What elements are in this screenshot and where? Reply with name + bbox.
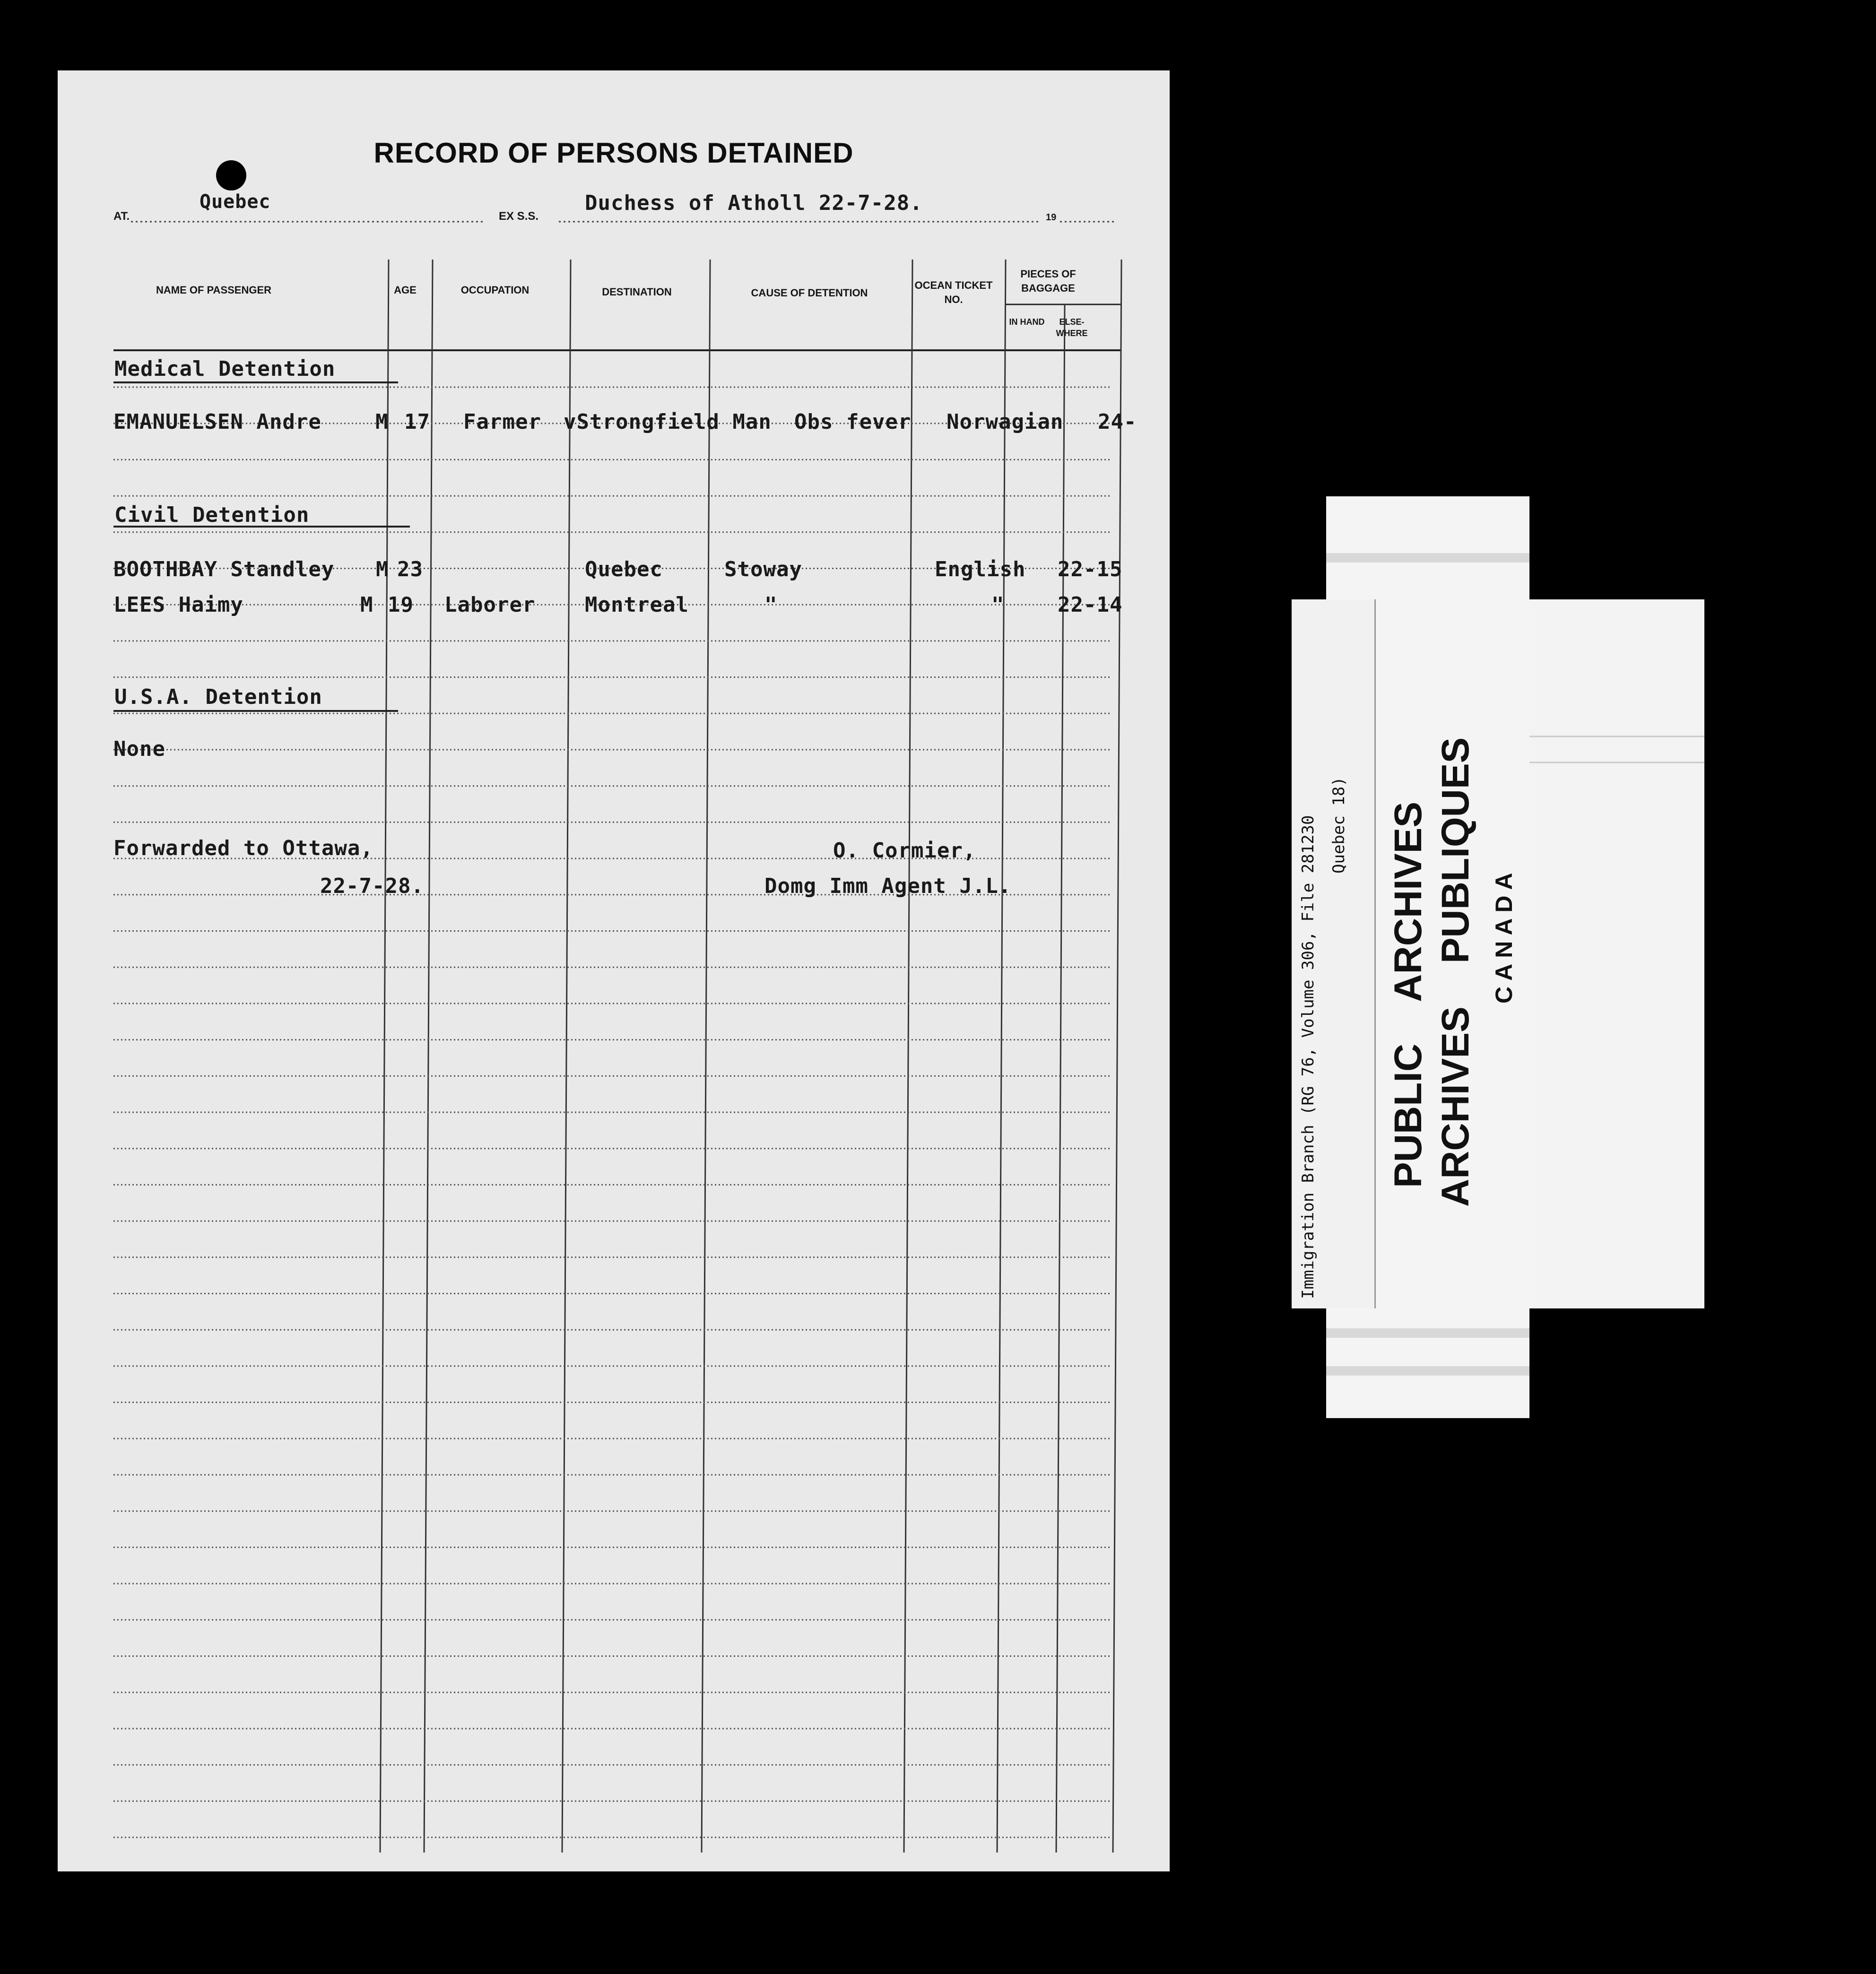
usa-detention-value: None (113, 737, 165, 761)
civil-row-2-name: LEES Haimy (113, 593, 243, 617)
col-elsewhere-header: ELSE- WHERE (1056, 317, 1088, 338)
column-rule (380, 260, 389, 1853)
at-label: AT. (113, 210, 130, 223)
medical-row-sex: M (375, 410, 389, 434)
archive-archives-publiques: ARCHIVES PUBLIQUES (1434, 737, 1477, 1207)
record-form-sheet (58, 70, 1170, 1871)
column-rule (424, 260, 433, 1853)
civil-row-1-baggage: 22-15 (1058, 557, 1123, 581)
civil-row-1-cause: Stoway (724, 557, 802, 581)
archive-public-archives: PUBLIC ARCHIVES (1387, 801, 1430, 1188)
forwarded-note: Forwarded to Ottawa, (113, 836, 373, 860)
col-baggage-header: PIECES OF BAGGAGE (1020, 268, 1076, 294)
column-rule (562, 260, 571, 1853)
archive-reference-line2: Quebec 18) (1329, 777, 1348, 874)
col-occupation-header: OCCUPATION (460, 284, 530, 296)
usa-detention-heading: U.S.A. Detention (114, 685, 322, 709)
medical-row-baggage: 24- (1098, 410, 1137, 434)
col-destination-header: DESTINATION (602, 286, 672, 298)
civil-row-2-baggage: 22-14 (1058, 593, 1123, 617)
at-value: Quebec (200, 191, 271, 213)
form-ruling (58, 70, 1170, 1871)
medical-row-destination: vStrongfield Man (564, 410, 772, 434)
civil-row-2-destination: Montreal (585, 593, 689, 617)
civil-row-1-sex: M (376, 557, 389, 581)
form-title: RECORD OF PERSONS DETAINED (373, 137, 854, 169)
civil-row-2-ticket: " (991, 593, 1005, 617)
civil-row-1-name: BOOTHBAY Standley (113, 557, 335, 581)
column-rule (702, 260, 710, 1853)
medical-row-occupation: Farmer (463, 410, 541, 434)
archive-reference-line1: Immigration Branch (RG 76, Volume 306, File 281230 (1299, 815, 1318, 1299)
civil-row-1-ticket: English (935, 557, 1026, 581)
ex-ss-label: EX S.S. (499, 210, 539, 223)
medical-row-name: EMANUELSEN Andre (113, 410, 321, 434)
col-cause-header: CAUSE OF DETENTION (751, 287, 868, 299)
medical-row-age: 17 (404, 410, 430, 434)
column-rule (997, 260, 1006, 1853)
civil-row-2-cause: " (764, 593, 778, 617)
col-age-header: AGE (394, 284, 417, 296)
col-in-hand-header: IN HAND (1009, 317, 1045, 327)
signature-name: O. Cormier, (833, 839, 976, 863)
archive-canada: CANADA (1491, 867, 1517, 1004)
medical-row-ticket: Norwagian (947, 410, 1064, 434)
signature-title: Domg Imm Agent J.L. (764, 874, 1012, 898)
civil-detention-heading: Civil Detention (114, 503, 310, 527)
civil-row-2-age: 19 (388, 593, 414, 617)
year-label: 19 (1046, 212, 1057, 223)
civil-row-2-sex: M (360, 593, 373, 617)
col-name-header: NAME OF PASSENGER (156, 284, 272, 296)
col-ticket-header: OCEAN TICKET NO. (914, 279, 993, 305)
column-rule (1113, 260, 1121, 1853)
medical-row-cause: Obs fever (794, 410, 912, 434)
ex-ss-value: Duchess of Atholl 22-7-28. (585, 191, 923, 215)
civil-row-2-occupation: Laborer (444, 593, 536, 617)
archive-label (1292, 599, 1704, 1308)
column-rule (904, 260, 912, 1853)
civil-row-1-destination: Quebec (585, 557, 663, 581)
medical-detention-heading: Medical Detention (114, 357, 336, 381)
civil-row-1-age: 23 (397, 557, 423, 581)
forwarded-date: 22-7-28. (320, 874, 424, 898)
